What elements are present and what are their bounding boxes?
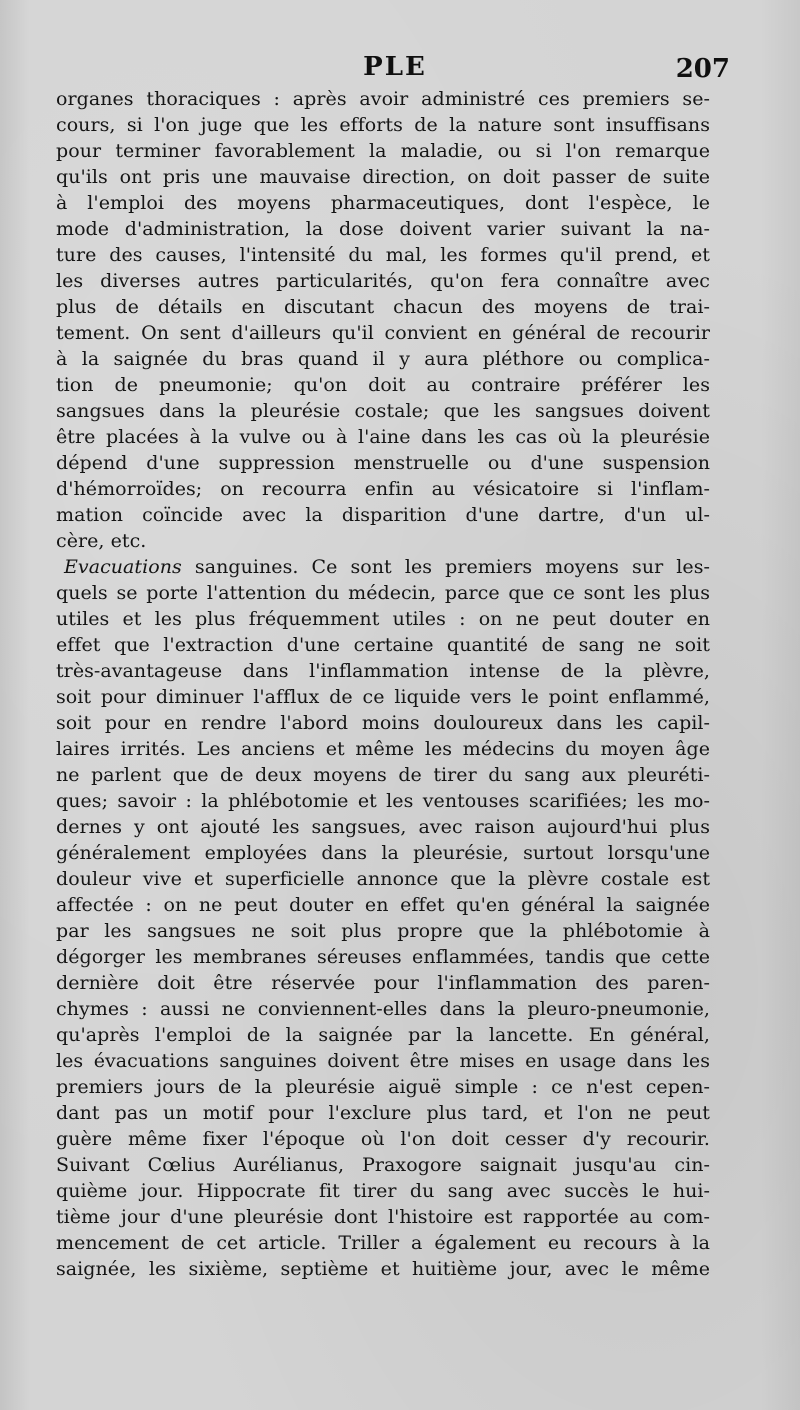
text-line: d'hémorroïdes; on recourra enfin au vésicatoire si l'inflam- xyxy=(56,478,710,500)
text-line: plus de détails en discutant chacun des moyens de trai- xyxy=(56,296,710,318)
text-line: dant pas un motif pour l'exclure plus tard, et l'on ne peut xyxy=(56,1102,710,1124)
text-line: pour terminer favorablement la maladie, ou si l'on remarque xyxy=(56,140,710,162)
text-line: à la saignée du bras quand il y aura pléthore ou complica- xyxy=(56,348,710,370)
text-line: guère même fixer l'époque où l'on doit cesser d'y recourir. xyxy=(56,1128,710,1150)
running-head xyxy=(60,52,730,86)
text-line: organes thoraciques : après avoir administré ces premiers se- xyxy=(56,88,710,110)
text-line: saignée, les sixième, septième et huitième jour, avec le même xyxy=(56,1258,710,1280)
text-line: sangsues dans la pleurésie costale; que les sangsues doivent xyxy=(56,400,710,422)
text-line: dernière doit être réservée pour l'inflammation des paren- xyxy=(56,972,710,994)
text-line: tième jour d'une pleurésie dont l'histoire est rapportée au com- xyxy=(56,1206,710,1228)
text-line: ques; savoir : la phlébotomie et les ventouses scarifiées; les mo- xyxy=(56,790,710,812)
paragraph-start-line xyxy=(56,554,710,580)
section-rubric: Evacuations xyxy=(64,556,182,578)
body-text xyxy=(56,86,710,1282)
text-line: qu'après l'emploi de la saignée par la lancette. En général, xyxy=(56,1024,710,1046)
text-fragment: sanguines. Ce sont les premiers moyens sur les- xyxy=(194,556,711,578)
gutter-shadow xyxy=(0,0,30,1410)
text-line: ne parlent que de deux moyens de tirer du sang aux pleuréti- xyxy=(56,764,710,786)
text-line: Suivant Cœlius Aurélianus, Praxogore saignait jusqu'au cin- xyxy=(56,1154,710,1176)
page-number: 207 xyxy=(675,54,730,84)
text-line: dégorger les membranes séreuses enflammées, tandis que cette xyxy=(56,946,710,968)
text-line: affectée : on ne peut douter en effet qu'en général la saignée xyxy=(56,894,710,916)
text-line: généralement employées dans la pleurésie, surtout lorsqu'une xyxy=(56,842,710,864)
text-line: les évacuations sanguines doivent être mises en usage dans les xyxy=(56,1050,710,1072)
text-line: chymes : aussi ne conviennent-elles dans la pleuro-pneumonie, xyxy=(56,998,710,1020)
text-line: quième jour. Hippocrate fit tirer du sang avec succès le hui- xyxy=(56,1180,710,1202)
text-line: premiers jours de la pleurésie aiguë simple : ce n'est cepen- xyxy=(56,1076,710,1098)
text-line: tion de pneumonie; qu'on doit au contraire préférer les xyxy=(56,374,710,396)
text-line: à l'emploi des moyens pharmaceutiques, dont l'espèce, le xyxy=(56,192,710,214)
text-line: qu'ils ont pris une mauvaise direction, on doit passer de suite xyxy=(56,166,710,188)
text-line: mode d'administration, la dose doivent varier suivant la na- xyxy=(56,218,710,240)
text-line: quels se porte l'attention du médecin, parce que ce sont les plus xyxy=(56,582,710,604)
text-line: dernes y ont ajouté les sangsues, avec raison aujourd'hui plus xyxy=(56,816,710,838)
running-title: PLE xyxy=(363,52,427,82)
text-line: cère, etc. xyxy=(56,530,147,552)
text-line: tement. On sent d'ailleurs qu'il convient en général de recourir xyxy=(56,322,710,344)
text-line: laires irrités. Les anciens et même les médecins du moyen âge xyxy=(56,738,710,760)
text-line: très-avantageuse dans l'inflammation intense de la plèvre, xyxy=(56,660,710,682)
text-line: soit pour diminuer l'afflux de ce liquide vers le point enflammé, xyxy=(56,686,710,708)
text-line: par les sangsues ne soit plus propre que la phlébotomie à xyxy=(56,920,710,942)
text-line: dépend d'une suppression menstruelle ou d'une suspension xyxy=(56,452,710,474)
text-line: douleur vive et superficielle annonce que la plèvre costale est xyxy=(56,868,710,890)
edge-shadow xyxy=(760,0,800,1410)
text-line: utiles et les plus fréquemment utiles : on ne peut douter en xyxy=(56,608,710,630)
text-line: soit pour en rendre l'abord moins douloureux dans les capil- xyxy=(56,712,710,734)
text-line: cours, si l'on juge que les efforts de la nature sont insuffisans xyxy=(56,114,710,136)
text-line: mencement de cet article. Triller a également eu recours à la xyxy=(56,1232,710,1254)
text-line: effet que l'extraction d'une certaine quantité de sang ne soit xyxy=(56,634,710,656)
text-line: être placées à la vulve ou à l'aine dans les cas où la pleurésie xyxy=(56,426,710,448)
text-line: ture des causes, l'intensité du mal, les formes qu'il prend, et xyxy=(56,244,710,266)
text-line: les diverses autres particularités, qu'on fera connaître avec xyxy=(56,270,710,292)
text-line: mation coïncide avec la disparition d'une dartre, d'un ul- xyxy=(56,504,710,526)
